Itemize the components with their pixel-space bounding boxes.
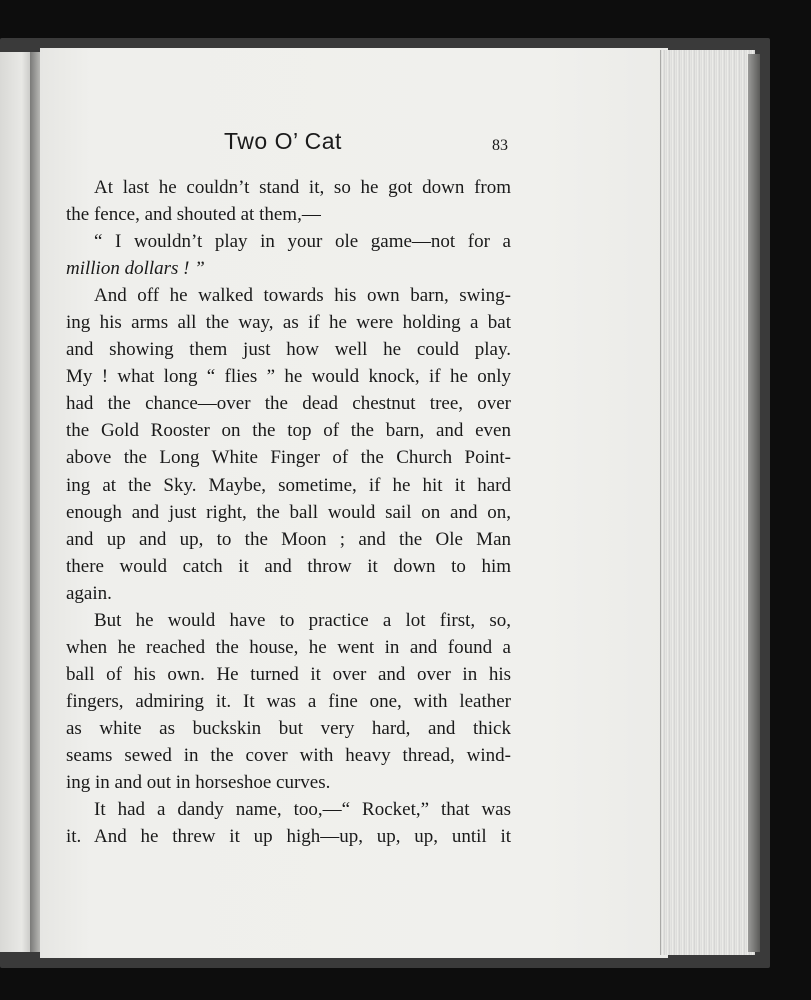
text-line: million dollars ! ”: [66, 258, 205, 280]
text-line: ing his arms all the way, as if he were holding a bat: [66, 312, 511, 334]
text-line: above the Long White Finger of the Church Point-: [66, 447, 511, 469]
page-number: 83: [492, 137, 508, 154]
text-line: ing in and out in horseshoe curves.: [66, 772, 331, 794]
text-line: again.: [66, 582, 112, 604]
text-line: and showing them just how well he could play.: [66, 339, 511, 361]
page-stack-edge: [660, 50, 755, 955]
text-line: “ I wouldn’t play in your ole game—not for a: [94, 231, 511, 253]
text-line: the Gold Rooster on the top of the barn, and even: [66, 420, 511, 442]
text-line: But he would have to practice a lot first, so,: [94, 609, 511, 631]
body-text: [66, 174, 511, 850]
text-line: fingers, admiring it. It was a fine one, with leather: [66, 690, 511, 712]
text-line: seams sewed in the cover with heavy thread, wind-: [66, 744, 511, 766]
text-line: ing at the Sky. Maybe, sometime, if he hit it hard: [66, 474, 511, 496]
text-line: At last he couldn’t stand it, so he got down from: [94, 177, 511, 198]
text-line: as white as buckskin but very hard, and thick: [66, 717, 511, 739]
text-line: My ! what long “ flies ” he would knock, if he only: [66, 366, 511, 388]
text-line: the fence, and shouted at them,—: [66, 204, 321, 226]
text-line: It had a dandy name, too,—“ Rocket,” that was: [94, 799, 511, 821]
running-title: Two O’ Cat: [224, 128, 342, 154]
text-line: ball of his own. He turned it over and over in his: [66, 663, 511, 685]
text-line: had the chance—over the dead chestnut tree, over: [66, 393, 511, 415]
page-edge-shadow: [748, 54, 760, 952]
text-line: it. And he threw it up high—up, up, up, until it: [66, 826, 511, 848]
text-line: And off he walked towards his own barn, swing-: [94, 285, 511, 307]
text-line: when he reached the house, he went in and found a: [66, 636, 511, 658]
text-line: and up and up, to the Moon ; and the Ole Man: [66, 528, 511, 550]
text-line: enough and just right, the ball would sail on and on,: [66, 501, 511, 523]
text-line: there would catch it and throw it down to him: [66, 555, 511, 577]
